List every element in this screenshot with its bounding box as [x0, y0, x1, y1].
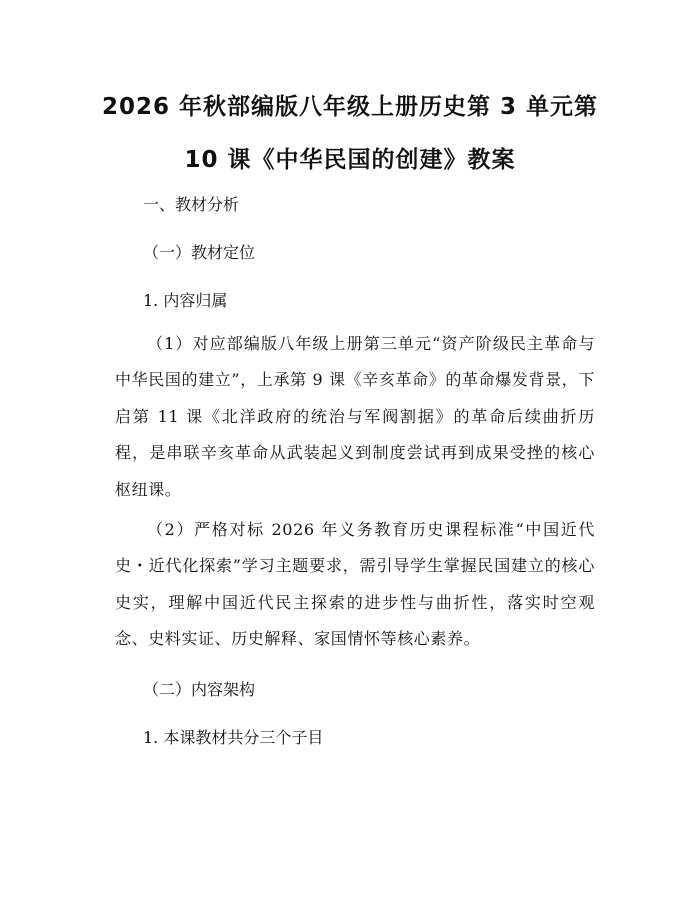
list-item-three-subsections: 1. 本课教材共分三个子目 — [143, 728, 324, 747]
paragraph-curriculum-standard: （2）严格对标 2026 年义务教育历史课程标准“中国近代史・近代化探索”学习主题要求，需引导学生掌握民国建立的核心史实，理解中国近代民主探索的进步性与曲折性，落实时空观念、史料实证、历史解释、家国情怀等核心素养。 — [115, 520, 595, 649]
section-heading-textbook-analysis: 一、教材分析 — [143, 195, 240, 214]
paragraph-unit-correspondence: （1）对应部编版八年级上册第三单元“资产阶级民主革命与中华民国的建立”，上承第 9 课《辛亥革命》的革命爆发背景，下启第 11 课《北洋政府的统治与军阀割据》的革命后续曲折历程，是串联辛亥革命从武装起义到制度尝试再到成果受挫的核心枢纽课。 — [115, 334, 595, 499]
document-title-line-2: 10 课《中华民国的创建》教案 — [184, 147, 516, 173]
list-item-content-attribution: 1. 内容归属 — [143, 291, 228, 310]
document-title-line-1: 2026 年秋部编版八年级上册历史第 3 单元第 — [101, 94, 599, 120]
subsection-heading-positioning: （一）教材定位 — [143, 243, 256, 262]
subsection-heading-structure: （二）内容架构 — [143, 680, 256, 699]
